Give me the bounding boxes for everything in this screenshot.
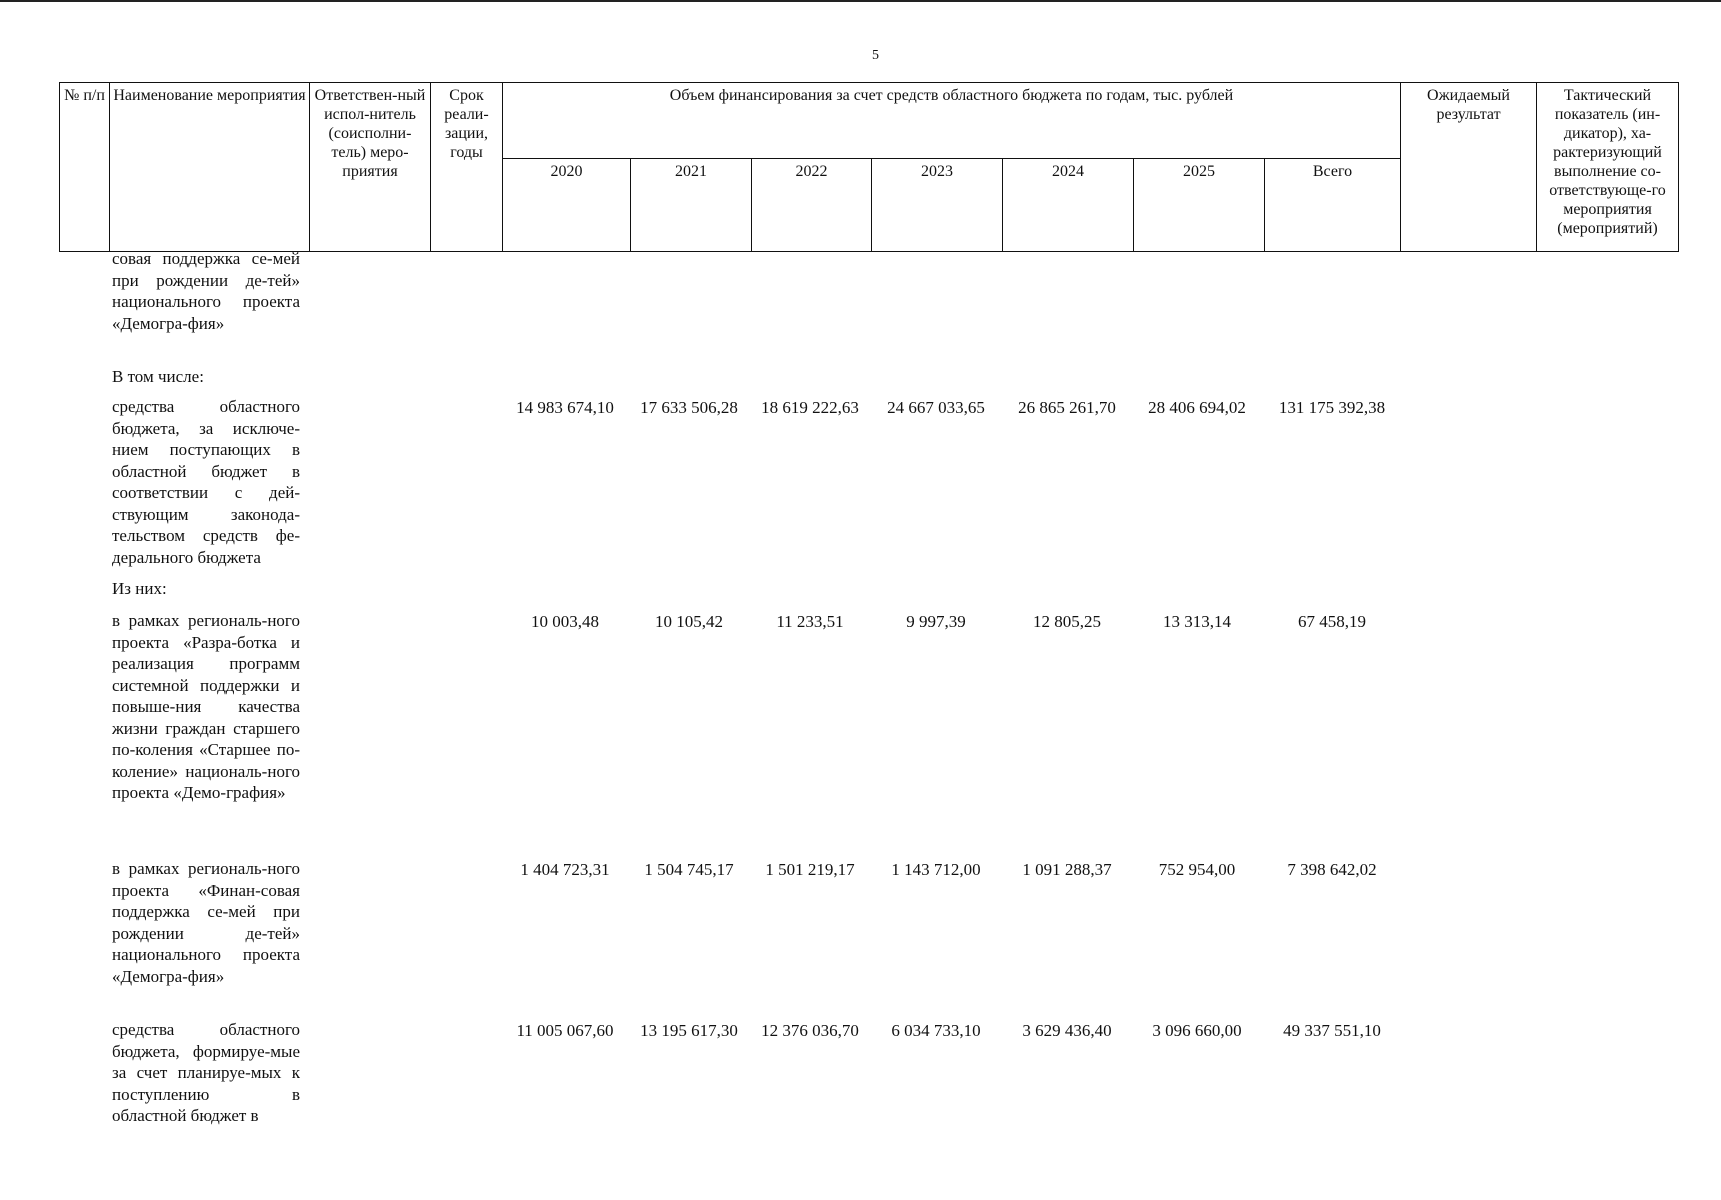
header-num: № п/п (60, 83, 110, 252)
table-row (112, 1019, 1381, 1129)
value-2021: 1 504 745,17 (644, 860, 734, 879)
row-name: средства областного бюджета, за исключе-нием поступающих в областной бюджет в соответствии с дей-ствующим законода-тельством средств фе-дерального бюджета (112, 397, 300, 567)
row-label: В том числе: (112, 367, 204, 386)
header-year-2022: 2022 (752, 159, 872, 252)
header-name: Наименование мероприятия (110, 83, 310, 252)
table-row (112, 578, 300, 610)
row-label: Из них: (112, 579, 167, 598)
header-year-total: Всего (1265, 159, 1401, 252)
value-2022: 1 501 219,17 (765, 860, 855, 879)
value-2023: 24 667 033,65 (887, 398, 985, 417)
header-year-2020: 2020 (503, 159, 631, 252)
header-responsible: Ответствен-ный испол-нитель (соисполни-тель) меро-приятия (310, 83, 431, 252)
header-financing: Объем финансирования за счет средств областного бюджета по годам, тыс. рублей (503, 83, 1401, 159)
table-row (112, 610, 1366, 858)
header-term: Срок реали-зации, годы (431, 83, 503, 252)
value-2023: 6 034 733,10 (891, 1021, 981, 1040)
value-2021: 10 105,42 (655, 612, 723, 631)
table-header (59, 82, 1679, 252)
header-expected-result: Ожидаемый результат (1401, 83, 1537, 252)
value-2024: 1 091 288,37 (1022, 860, 1112, 879)
table-row (112, 366, 300, 396)
value-2022: 12 376 036,70 (761, 1021, 859, 1040)
value-2020: 14 983 674,10 (516, 398, 614, 417)
header-year-2021: 2021 (631, 159, 752, 252)
value-2024: 26 865 261,70 (1018, 398, 1116, 417)
row-name: средства областного бюджета, формируе-мые за счет планируе-мых к поступлению в областной бюджет в (112, 1020, 300, 1125)
value-2021: 17 633 506,28 (640, 398, 738, 417)
header-year-2025: 2025 (1134, 159, 1265, 252)
table-row (112, 396, 1386, 578)
value-2022: 18 619 222,63 (761, 398, 859, 417)
row-name: в рамках региональ-ного проекта «Финан-совая поддержка се-мей при рождении де-тей» национального проекта «Демогра-фия» (112, 859, 300, 986)
value-total: 131 175 392,38 (1278, 398, 1386, 417)
value-2020: 10 003,48 (531, 612, 599, 631)
value-2020: 11 005 067,60 (516, 1021, 614, 1040)
value-total: 7 398 642,02 (1287, 860, 1377, 879)
value-2025: 3 096 660,00 (1152, 1021, 1242, 1040)
value-2025: 13 313,14 (1163, 612, 1231, 631)
header-year-2023: 2023 (872, 159, 1003, 252)
row-name: в рамках региональ-ного проекта «Разра-ботка и реализация программ системной поддержки и повыше-ния качества жизни граждан старшего по-коления «Старшее по-коление» националь-ного проекта «Демо-графия» (112, 611, 300, 802)
value-2024: 3 629 436,40 (1022, 1021, 1112, 1040)
row-name: совая поддержка се-мей при рождении де-тей» национального проекта «Демогра-фия» (112, 249, 300, 333)
value-total: 49 337 551,10 (1283, 1021, 1381, 1040)
value-2024: 12 805,25 (1033, 612, 1101, 631)
value-total: 67 458,19 (1298, 612, 1366, 631)
top-border-line (0, 0, 1721, 2)
value-2025: 752 954,00 (1158, 860, 1236, 879)
header-year-2024: 2024 (1003, 159, 1134, 252)
value-2022: 11 233,51 (776, 612, 844, 631)
value-2023: 9 997,39 (906, 612, 966, 631)
page-number: 5 (872, 48, 879, 63)
value-2020: 1 404 723,31 (520, 860, 610, 879)
table-body (112, 248, 1386, 1129)
value-2021: 13 195 617,30 (640, 1021, 738, 1040)
table-row (112, 248, 300, 366)
table-row (112, 858, 1377, 1019)
value-2025: 28 406 694,02 (1148, 398, 1246, 417)
value-2023: 1 143 712,00 (891, 860, 981, 879)
header-indicator: Тактический показатель (ин-дикатор), ха-рактеризующий выполнение со-ответствующе-го мероприятия (мероприятий) (1537, 83, 1679, 252)
